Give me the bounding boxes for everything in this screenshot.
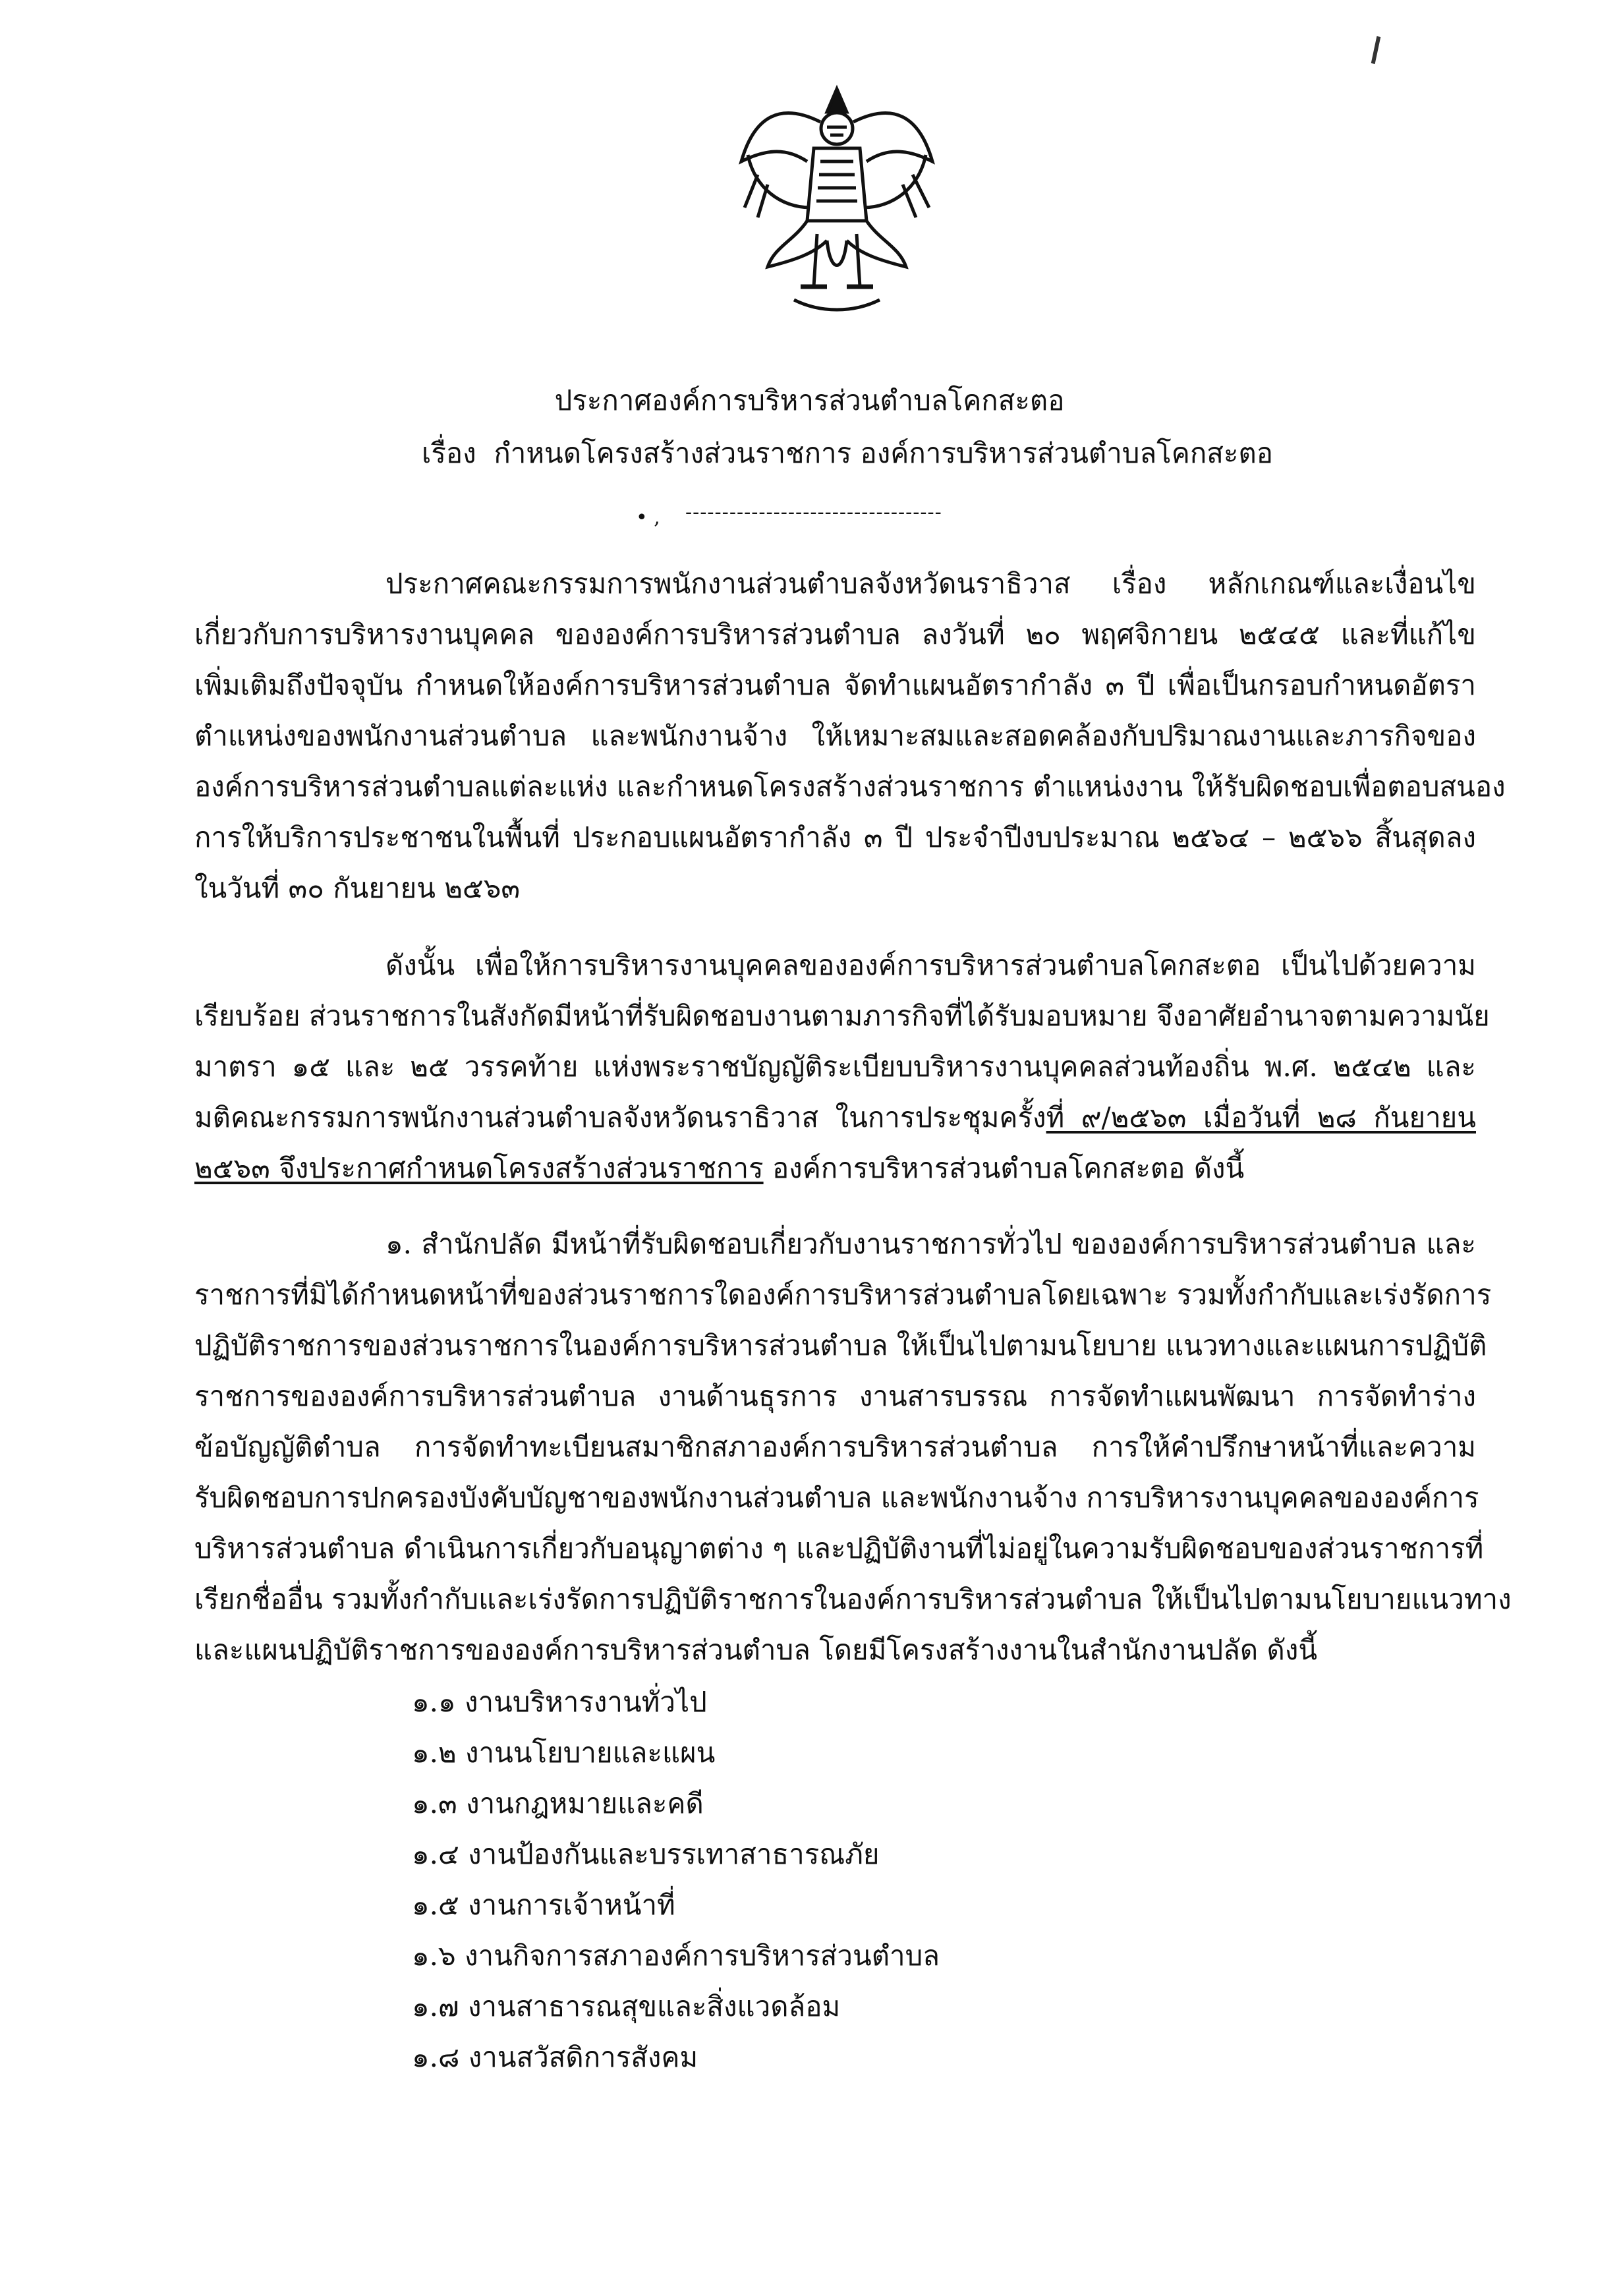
- paragraph-2-line: เรียบร้อย ส่วนราชการในสังกัดมีหน้าที่รับผิดชอบงานตามภารกิจที่ได้รับมอบหมาย จึงอาศัยอำนาจตามความนัย: [194, 1000, 1490, 1032]
- list-item: ๑.๓ งานกฎหมายและคดี: [412, 1787, 704, 1820]
- paragraph-1-line: ตำแหน่งของพนักงานส่วนตำบล และพนักงานจ้าง ให้เหมาะสมและสอดคล้องกับปริมาณงานและภารกิจของ: [194, 720, 1476, 752]
- paragraph-2-line: ดังนั้น เพื่อให้การบริหารงานบุคคลขององค์การบริหารส่วนตำบลโคกสะตอ เป็นไปด้วยความ: [385, 949, 1476, 981]
- paragraph-1-line: การให้บริการประชาชนในพื้นที่ ประกอบแผนอัตรากำลัง ๓ ปี ประจำปีงบประมาณ ๒๕๖๔ – ๒๕๖๖ สิ้นสุดลง: [194, 821, 1476, 853]
- announcement-reference: ๒๕๖๓ จึงประกาศกำหนดโครงสร้างส่วนราชการ: [194, 1152, 764, 1184]
- paragraph-1-line: ประกาศคณะกรรมการพนักงานส่วนตำบลจังหวัดนราธิวาส เรื่อง หลักเกณฑ์และเงื่อนไข: [385, 567, 1476, 600]
- paragraph-3-line: และแผนปฏิบัติราชการขององค์การบริหารส่วนตำบล โดยมีโครงสร้างงานในสำนักงานปลัด ดังนี้: [194, 1634, 1318, 1666]
- garuda-emblem-icon: [728, 76, 946, 326]
- list-item: ๑.๔ งานป้องกันและบรรเทาสาธารณภัย: [412, 1838, 880, 1870]
- paragraph-3-line: ข้อบัญญัติตำบล การจัดทำทะเบียนสมาชิกสภาองค์การบริหารส่วนตำบล การให้คำปรึกษาหน้าที่และความ: [194, 1431, 1476, 1463]
- paragraph-3-line: ราชการขององค์การบริหารส่วนตำบล งานด้านธุรการ งานสารบรรณ การจัดทำแผนพัฒนา การจัดทำร่าง: [194, 1380, 1476, 1412]
- resolution-text: มติคณะกรรมการพนักงานส่วนตำบลจังหวัดนราธิวาส ในการประชุมครั้ง: [194, 1101, 1046, 1134]
- paragraph-2-line: [194, 1099, 1476, 1136]
- paragraph-3-line: บริหารส่วนตำบล ดำเนินการเกี่ยวกับอนุญาตต่าง ๆ และปฏิบัติงานที่ไม่อยู่ในความรับผิดชอบของส่วนราชการที่: [194, 1532, 1484, 1564]
- stray-pen-mark: [1371, 36, 1381, 64]
- paragraph-3-line: ปฏิบัติราชการของส่วนราชการในองค์การบริหารส่วนตำบล ให้เป็นไปตามนโยบาย แนวทางและแผนการปฏิบัติ: [194, 1329, 1487, 1362]
- paragraph-1-line: ในวันที่ ๓๐ กันยายน ๒๕๖๓: [194, 872, 521, 904]
- paragraph-2-line: มาตรา ๑๕ และ ๒๕ วรรคท้าย แห่งพระราชบัญญัติระเบียบบริหารงานบุคคลส่วนท้องถิ่น พ.ศ. ๒๕๔๒ และ: [194, 1050, 1476, 1083]
- paragraph-3-line: เรียกชื่ออื่น รวมทั้งกำกับและเร่งรัดการปฏิบัติราชการในองค์การบริหารส่วนตำบล ให้เป็นไปตามนโยบายแนวทาง: [194, 1583, 1512, 1615]
- list-item: ๑.๑ งานบริหารงานทั่วไป: [412, 1686, 707, 1718]
- paragraph-3-line: ๑. สำนักปลัด มีหน้าที่รับผิดชอบเกี่ยวกับงานราชการทั่วไป ขององค์การบริหารส่วนตำบล และ: [385, 1228, 1476, 1260]
- subject-text: กำหนดโครงสร้างส่วนราชการ องค์การบริหารส่วนตำบลโคกสะตอ: [494, 437, 1273, 469]
- list-item: ๑.๕ งานการเจ้าหน้าที่: [412, 1889, 675, 1921]
- paragraph-2-line: [194, 1150, 1244, 1187]
- closing-text: องค์การบริหารส่วนตำบลโคกสะตอ ดังนี้: [763, 1152, 1245, 1184]
- paragraph-1-line: เพิ่มเติมถึงปัจจุบัน กำหนดให้องค์การบริหารส่วนตำบล จัดทำแผนอัตรากำลัง ๓ ปี เพื่อเป็นกรอบกำหนดอัตรา: [194, 669, 1476, 701]
- announcement-title: ประกาศองค์การบริหารส่วนตำบลโคกสะตอ: [554, 384, 1065, 416]
- paragraph-1-line: เกี่ยวกับการบริหารงานบุคคล ขององค์การบริหารส่วนตำบล ลงวันที่ ๒๐ พฤศจิกายน ๒๕๔๕ และที่แก้ไข: [194, 618, 1476, 650]
- list-item: ๑.๗ งานสาธารณสุขและสิ่งแวดล้อม: [412, 1990, 841, 2023]
- paragraph-3-line: ราชการที่มิได้กำหนดหน้าที่ของส่วนราชการใดองค์การบริหารส่วนตำบลโดยเฉพาะ รวมทั้งกำกับและเร่งรัดการ: [194, 1278, 1492, 1311]
- paragraph-3-line: รับผิดชอบการปกครองบังคับบัญชาของพนักงานส่วนตำบล และพนักงานจ้าง การบริหารงานบุคคลขององค์การ: [194, 1481, 1479, 1514]
- list-item: ๑.๘ งานสวัสดิการสังคม: [412, 2041, 698, 2073]
- title-separator: -----------------------------------: [685, 501, 942, 524]
- list-item: ๑.๒ งานนโยบายและแผน: [412, 1736, 716, 1769]
- list-item: ๑.๖ งานกิจการสภาองค์การบริหารส่วนตำบล: [412, 1939, 940, 1972]
- subject-line: [422, 435, 1273, 472]
- ink-dots: • ,: [636, 506, 660, 529]
- subject-label: เรื่อง: [422, 437, 476, 469]
- paragraph-1-line: องค์การบริหารส่วนตำบลแต่ละแห่ง และกำหนดโครงสร้างส่วนราชการ ตำแหน่งงาน ให้รับผิดชอบเพื่อตอบสนอง: [194, 770, 1506, 803]
- meeting-reference: ที่ ๙/๒๕๖๓ เมื่อวันที่ ๒๘ กันยายน: [1046, 1101, 1476, 1134]
